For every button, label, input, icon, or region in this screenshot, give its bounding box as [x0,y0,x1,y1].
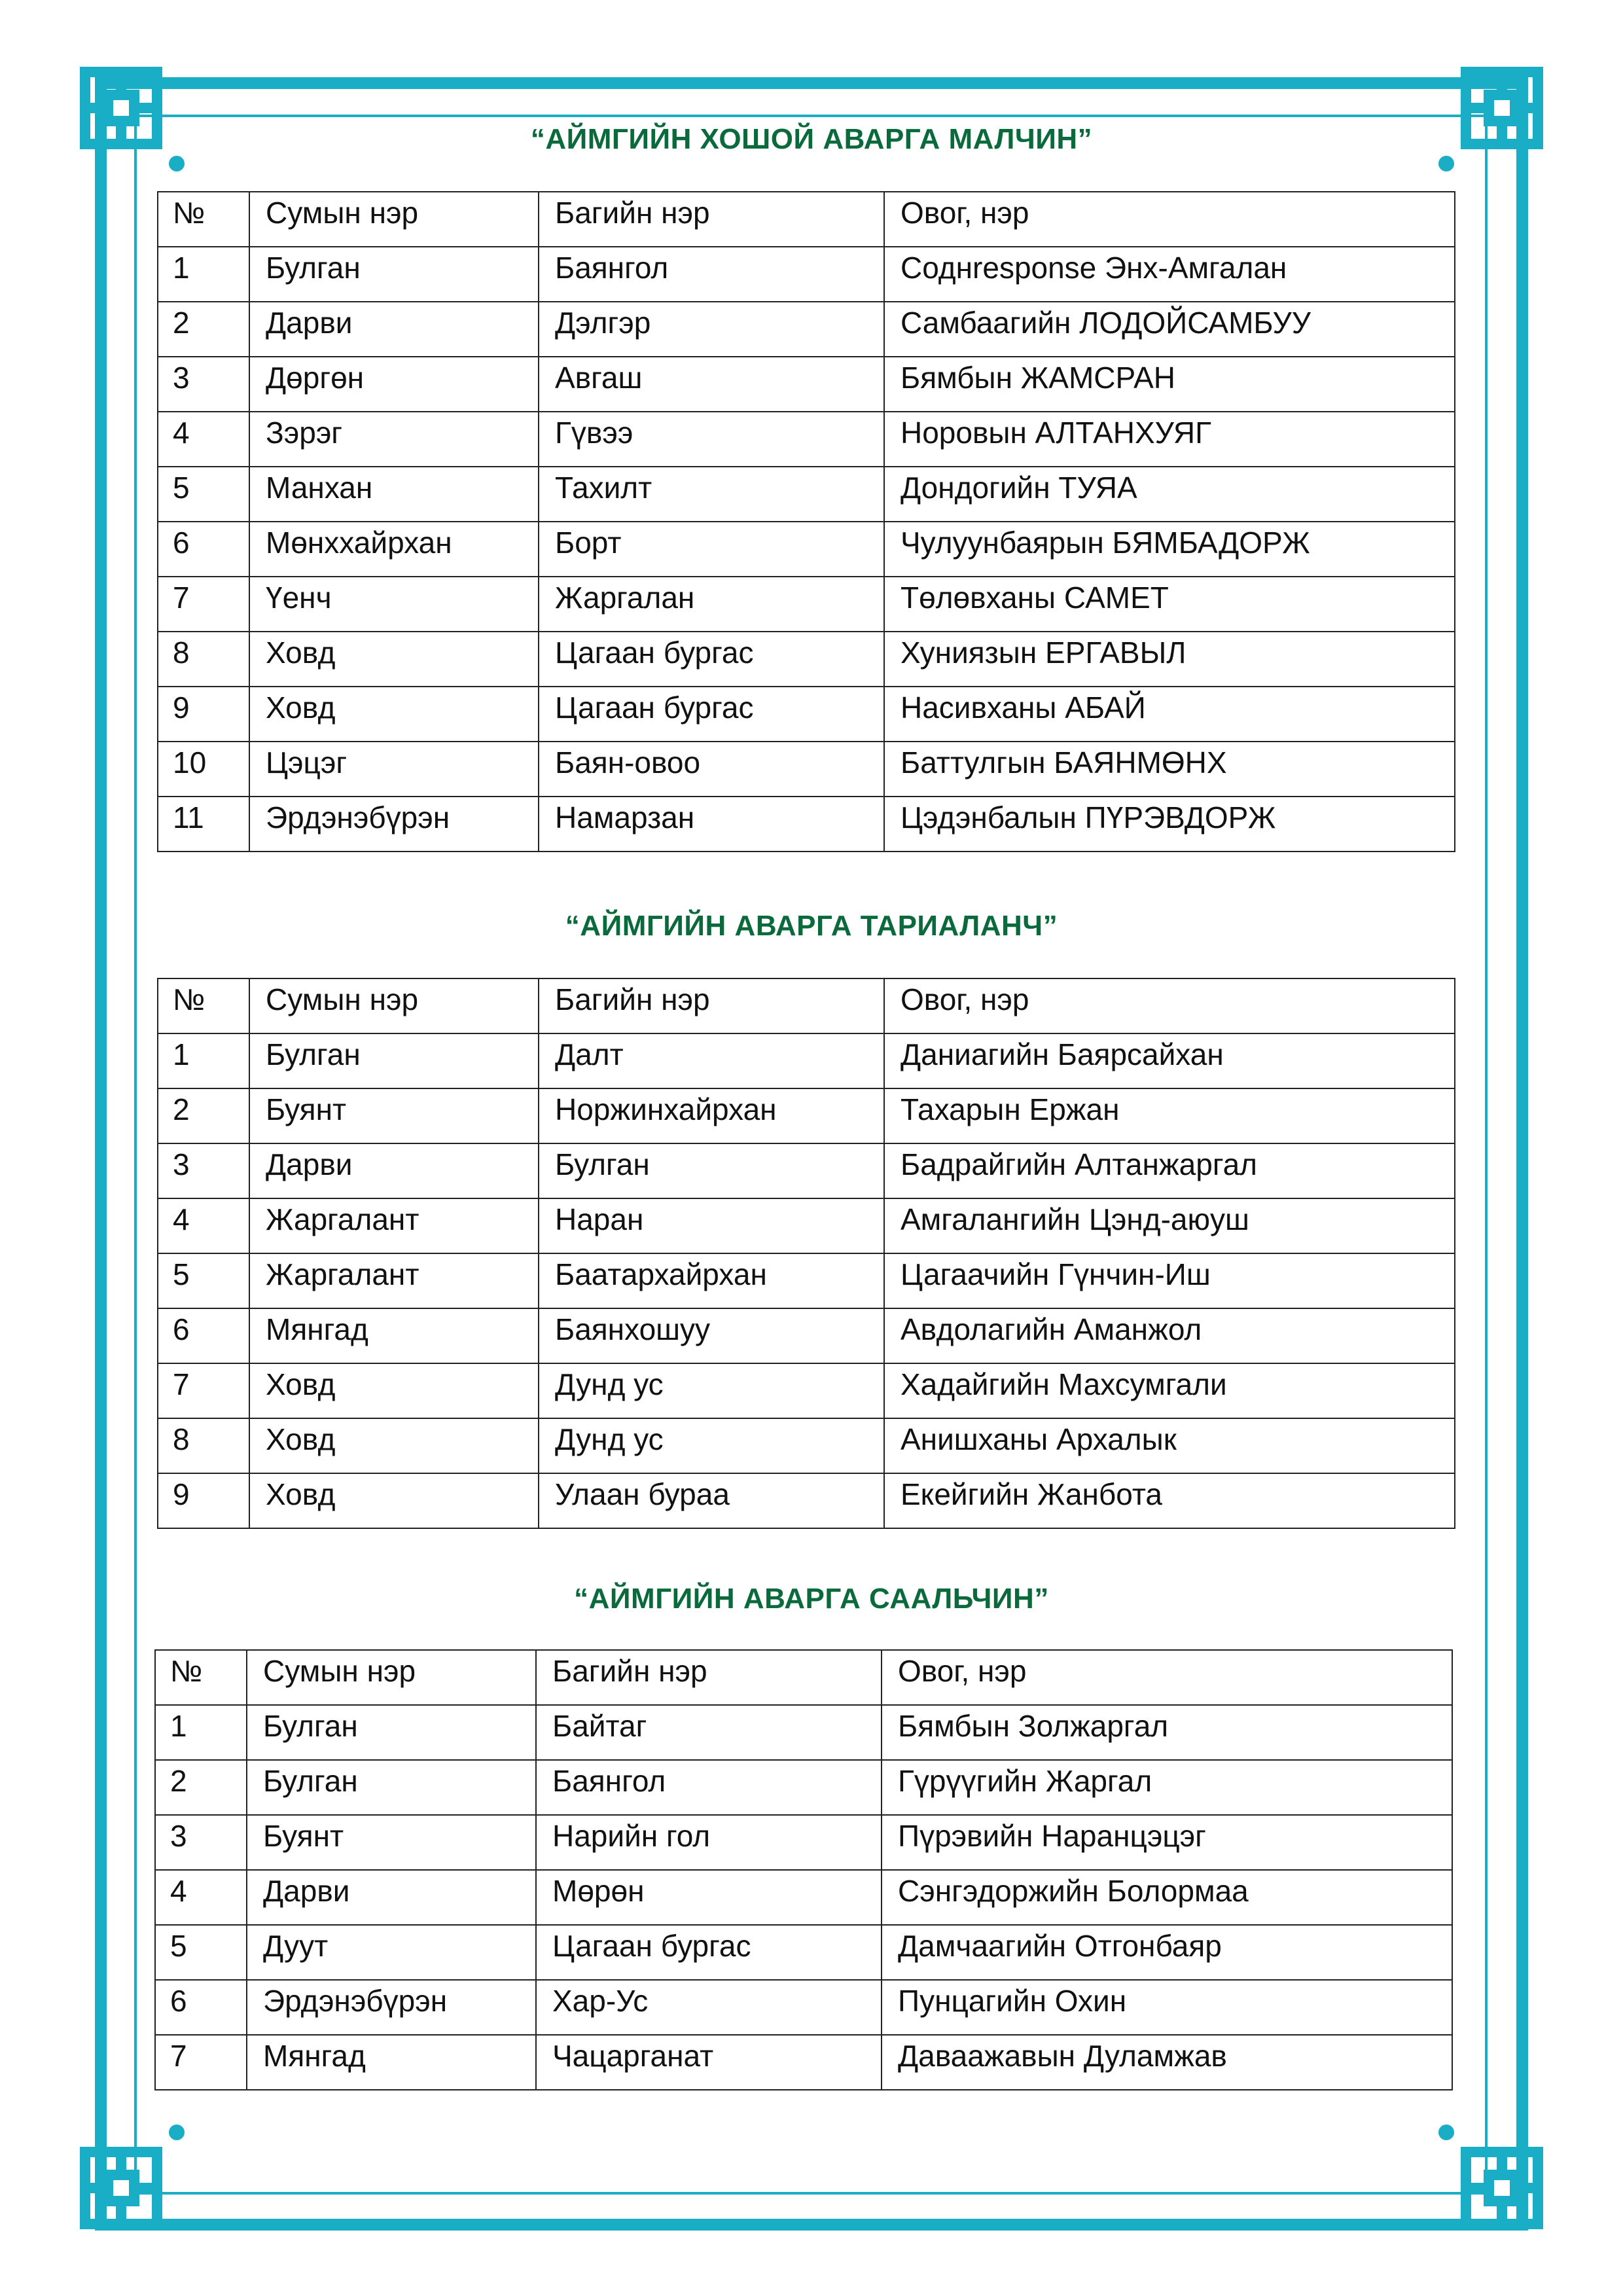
row-bag: Хар-Ус [536,1980,882,2035]
row-soum: Мянгад [247,2035,536,2090]
row-soum: Булган [249,1033,539,1088]
table-row [158,302,1455,357]
row-bag: Дунд ус [539,1363,884,1418]
row-name: Тахарын Ержан [884,1088,1455,1143]
table-row [158,467,1455,522]
row-soum: Эрдэнэбүрэн [247,1980,536,2035]
table-header-row [158,192,1455,247]
row-soum: Ховд [249,632,539,687]
row-soum: Дарви [249,1143,539,1198]
row-name: Бямбын ЖАМСРАН [884,357,1455,412]
row-bag: Булган [539,1143,884,1198]
row-no: 7 [158,1363,249,1418]
row-bag: Наран [539,1198,884,1253]
row-bag: Нарийн гол [536,1815,882,1870]
row-no: 9 [158,687,249,742]
row-soum: Буянт [249,1088,539,1143]
row-bag: Гүвээ [539,412,884,467]
table-row [158,412,1455,467]
row-soum: Жаргалант [249,1253,539,1308]
table-row [155,2035,1452,2090]
table-row [155,1870,1452,1925]
header-no: № [155,1650,247,1705]
header-bag: Багийн нэр [539,978,884,1033]
row-no: 6 [155,1980,247,2035]
row-no: 5 [158,1253,249,1308]
row-bag: Борт [539,522,884,577]
row-bag: Жаргалан [539,577,884,632]
row-soum: Зэрэг [249,412,539,467]
row-bag: Чацарганат [536,2035,882,2090]
row-no: 2 [155,1760,247,1815]
row-bag: Мөрөн [536,1870,882,1925]
row-soum: Ховд [249,687,539,742]
row-bag: Норжинхайрхан [539,1088,884,1143]
row-no: 2 [158,302,249,357]
knot-ornament-icon [1433,2119,1544,2231]
milkers-table [154,1649,1453,2090]
row-name: Баттулгын БАЯНМӨНХ [884,742,1455,797]
row-bag: Баян-овоо [539,742,884,797]
row-soum: Үенч [249,577,539,632]
row-name: Хадайгийн Махсумгали [884,1363,1455,1418]
table-row [158,797,1455,852]
row-soum: Дөргөн [249,357,539,412]
table-header-row [155,1650,1452,1705]
row-name: Пунцагийн Охин [882,1980,1452,2035]
row-no: 2 [158,1088,249,1143]
row-name: Дондогийн ТУЯА [884,467,1455,522]
table-row [158,1088,1455,1143]
table-row [158,632,1455,687]
row-bag: Цагаан бургас [539,632,884,687]
row-soum: Ховд [249,1473,539,1528]
row-soum: Ховд [249,1363,539,1418]
row-name: Самбаагийн ЛОДОЙСАМБУУ [884,302,1455,357]
row-no: 10 [158,742,249,797]
row-bag: Тахилт [539,467,884,522]
row-no: 5 [155,1925,247,1980]
knot-ornament-icon [1433,65,1544,177]
row-name: Норовын АЛТАНХУЯГ [884,412,1455,467]
table-row [158,357,1455,412]
header-name: Овог, нэр [884,192,1455,247]
row-no: 8 [158,1418,249,1473]
row-soum: Мянгад [249,1308,539,1363]
row-soum: Булган [247,1705,536,1760]
row-name: Екейгийн Жанбота [884,1473,1455,1528]
section-title-milkers: “АЙМГИЙН АВАРГА СААЛЬЧИН” [574,1583,1049,1615]
row-name: Чулуунбаярын БЯМБАДОРЖ [884,522,1455,577]
row-soum: Дарви [247,1870,536,1925]
row-name: Даваажавын Дуламжав [882,2035,1452,2090]
header-no: № [158,978,249,1033]
row-soum: Булган [249,247,539,302]
row-no: 5 [158,467,249,522]
row-bag: Дунд ус [539,1418,884,1473]
row-name: Соднresponse Энх-Амгалан [884,247,1455,302]
row-soum: Эрдэнэбүрэн [249,797,539,852]
header-name: Овог, нэр [884,978,1455,1033]
row-name: Насивханы АБАЙ [884,687,1455,742]
row-no: 3 [158,357,249,412]
row-soum: Дарви [249,302,539,357]
table-row [158,247,1455,302]
row-bag: Намарзан [539,797,884,852]
row-soum: Буянт [247,1815,536,1870]
row-soum: Мөнххайрхан [249,522,539,577]
row-no: 1 [158,247,249,302]
table-row [158,742,1455,797]
row-name: Даниагийн Баярсайхан [884,1033,1455,1088]
table-row [155,1705,1452,1760]
row-no: 8 [158,632,249,687]
row-name: Хуниязын ЕРГАВЫЛ [884,632,1455,687]
row-bag: Улаан бураа [539,1473,884,1528]
row-name: Пүрэвийн Наранцэцэг [882,1815,1452,1870]
row-bag: Авгаш [539,357,884,412]
table-row [158,1143,1455,1198]
row-name: Дамчаагийн Отгонбаяр [882,1925,1452,1980]
row-no: 11 [158,797,249,852]
header-soum: Сумын нэр [249,978,539,1033]
farmers-table [157,978,1455,1529]
row-soum: Дуут [247,1925,536,1980]
row-soum: Ховд [249,1418,539,1473]
row-name: Авдолагийн Аманжол [884,1308,1455,1363]
row-bag: Баянгол [536,1760,882,1815]
row-no: 6 [158,1308,249,1363]
header-no: № [158,192,249,247]
row-soum: Булган [247,1760,536,1815]
row-soum: Цэцэг [249,742,539,797]
row-bag: Баянгол [539,247,884,302]
table-row [158,687,1455,742]
row-soum: Жаргалант [249,1198,539,1253]
table-row [158,1418,1455,1473]
row-soum: Манхан [249,467,539,522]
row-no: 4 [158,412,249,467]
row-bag: Цагаан бургас [536,1925,882,1980]
table-row [158,1308,1455,1363]
table-row [158,522,1455,577]
row-bag: Байтаг [536,1705,882,1760]
table-row [155,1760,1452,1815]
row-bag: Цагаан бургас [539,687,884,742]
table-row [155,1925,1452,1980]
table-row [155,1980,1452,2035]
knot-ornament-icon [79,65,190,177]
row-bag: Баянхошуу [539,1308,884,1363]
header-soum: Сумын нэр [247,1650,536,1705]
row-name: Төлөвханы САМЕТ [884,577,1455,632]
table-row [158,1363,1455,1418]
row-no: 4 [155,1870,247,1925]
header-bag: Багийн нэр [539,192,884,247]
row-bag: Дэлгэр [539,302,884,357]
table-row [158,1033,1455,1088]
row-name: Гүрүүгийн Жаргал [882,1760,1452,1815]
row-no: 7 [155,2035,247,2090]
herders-table [157,191,1455,852]
table-row [155,1815,1452,1870]
section-title-farmers: “АЙМГИЙН АВАРГА ТАРИАЛАНЧ” [565,910,1058,942]
row-no: 6 [158,522,249,577]
header-bag: Багийн нэр [536,1650,882,1705]
row-no: 1 [158,1033,249,1088]
row-name: Бямбын Золжаргал [882,1705,1452,1760]
table-row [158,1253,1455,1308]
row-no: 9 [158,1473,249,1528]
table-header-row [158,978,1455,1033]
row-name: Амгалангийн Цэнд-аюуш [884,1198,1455,1253]
knot-ornament-icon [79,2119,190,2231]
header-name: Овог, нэр [882,1650,1452,1705]
row-bag: Баатархайрхан [539,1253,884,1308]
row-no: 3 [155,1815,247,1870]
row-name: Сэнгэдоржийн Болормаа [882,1870,1452,1925]
table-row [158,1473,1455,1528]
row-name: Анишханы Архалык [884,1418,1455,1473]
table-row [158,1198,1455,1253]
row-bag: Далт [539,1033,884,1088]
header-soum: Сумын нэр [249,192,539,247]
table-row [158,577,1455,632]
row-no: 1 [155,1705,247,1760]
row-name: Цагаачийн Гүнчин-Иш [884,1253,1455,1308]
row-no: 4 [158,1198,249,1253]
row-name: Бадрайгийн Алтанжаргал [884,1143,1455,1198]
row-name: Цэдэнбалын ПҮРЭВДОРЖ [884,797,1455,852]
section-title-herders: “АЙМГИЙН ХОШОЙ АВАРГА МАЛЧИН” [530,123,1093,155]
row-no: 3 [158,1143,249,1198]
row-no: 7 [158,577,249,632]
